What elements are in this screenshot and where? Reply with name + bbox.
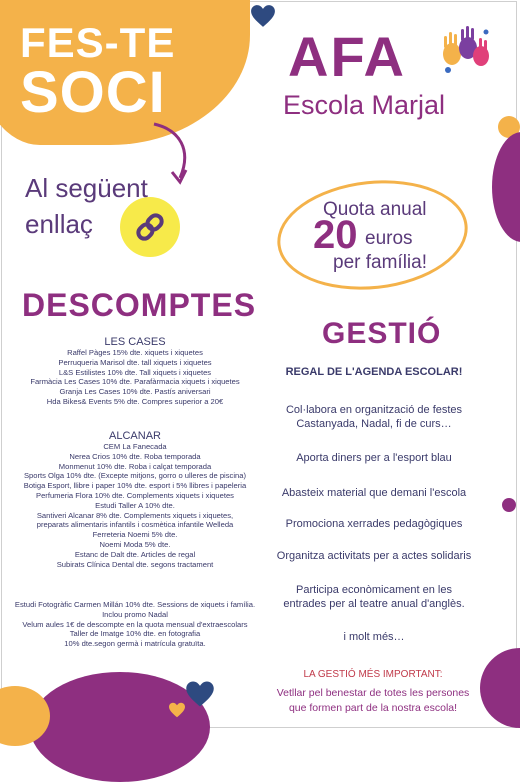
purple-blob-bottom-left bbox=[30, 672, 210, 782]
les-cases-heading: LES CASES bbox=[104, 336, 166, 348]
al-seguent-text: Al següent bbox=[25, 173, 148, 203]
gestio-footer-line: que formen part de la nostra escola! bbox=[288, 702, 458, 714]
gestio-item: REGAL DE L'AGENDA ESCOLAR! bbox=[285, 366, 463, 378]
discount-line: Santiveri Alcanar 8% dte. Complements xiquets i xiquetes, bbox=[36, 510, 234, 520]
hands-logo-icon bbox=[438, 24, 494, 76]
gestio-item: Participa econòmicament en les bbox=[296, 584, 452, 596]
discount-line: Farmàcia Les Cases 10% dte. Parafàrmacia xiquets i xiquetes bbox=[30, 377, 240, 387]
discount-line: Nerea Crios 10% dte. Roba temporada bbox=[69, 451, 201, 461]
discount-line: Botiga Esport, llibre i paper 10% dte. esport i 5% llibres i papeleria bbox=[23, 481, 247, 491]
enllac-text: enllaç bbox=[25, 209, 93, 239]
discount-line: Inclou promo Nadal bbox=[102, 609, 168, 619]
gestio-item: Organitza activitats per a actes solidaris bbox=[276, 550, 472, 562]
discount-line: preparats alimentaris infantils i cosmètica infantile Welleda bbox=[36, 520, 234, 530]
discount-line: Sports Olga 10% dte. (Excepte mitjons, gorro o ulleres de piscina) bbox=[23, 471, 246, 481]
fes-te-text: FES-TE bbox=[20, 19, 176, 66]
link-button[interactable] bbox=[120, 197, 180, 257]
descomptes-title: DESCOMPTES bbox=[22, 287, 257, 323]
gestio-item: entrades per al teatre anual d'anglès. bbox=[283, 598, 465, 610]
discount-line: Velum aules 1€ de descompte en la quota mensual d'extraescolars bbox=[22, 619, 248, 629]
join-title bbox=[20, 19, 176, 125]
gestio-item: Promociona xerrades pedagògiques bbox=[285, 518, 463, 530]
discount-line: 10% dte.segon germà i matrícula gratuïta. bbox=[64, 639, 206, 649]
purple-dot-right bbox=[502, 498, 516, 512]
link-icon bbox=[133, 210, 167, 244]
discount-line: Noemi Moda 5% dte. bbox=[99, 539, 171, 549]
alcanar-section bbox=[0, 430, 270, 569]
afa-title: AFA bbox=[288, 25, 406, 88]
alcanar-extra-section bbox=[0, 600, 270, 649]
quota-currency: euros bbox=[365, 228, 413, 249]
quota-label: Quota anual bbox=[323, 199, 427, 220]
discount-line: Hda Bikes& Events 5% dte. Compres superior a 20€ bbox=[46, 396, 224, 406]
discount-line: Ferreteria Noemi 5% dte. bbox=[92, 530, 178, 540]
discount-line: L&S Estilistes 10% dte. Tall xiquets i xiquetes bbox=[58, 367, 212, 377]
gestio-item: Abasteix material que demani l'escola bbox=[281, 487, 467, 499]
gestio-footer-text bbox=[262, 686, 484, 716]
discount-line: Granja Les Cases 10% dte. Pastís aniversari bbox=[59, 387, 211, 397]
discount-line: Perruqueria Marisol dte. tall xiquets i xiquetes bbox=[58, 357, 212, 367]
heart-icon bbox=[185, 680, 215, 708]
gestio-footer-line: Vetllar pel benestar de totes les persones bbox=[276, 687, 470, 699]
discount-line: Estanc de Dalt dte. Articles de regal bbox=[74, 549, 196, 559]
gestio-item: Castanyada, Nadal, fi de curs… bbox=[296, 418, 452, 430]
discount-line: Subirats Clínica Dental dte. segons tractament bbox=[56, 559, 214, 569]
discount-line: Raffel Pàges 15% dte. xiquets i xiquetes bbox=[67, 348, 203, 357]
gestio-item: Aporta diners per a l'esport blau bbox=[296, 452, 452, 464]
gestio-footer-title: LA GESTIÓ MÉS IMPORTANT: bbox=[303, 669, 443, 680]
discount-line: Estudi Taller A 10% dte. bbox=[95, 500, 175, 510]
heart-icon bbox=[250, 4, 276, 28]
discount-line: CEM La Fanecada bbox=[103, 442, 167, 451]
gestio-title: GESTIÓ bbox=[322, 317, 442, 350]
school-name: Escola Marjal bbox=[283, 90, 446, 120]
gestio-item: Col·labora en organització de festes bbox=[285, 404, 463, 416]
discount-line: Estudi Fotogràfic Carmen Millán 10% dte. Sessions de xiquets i família. bbox=[14, 600, 256, 609]
arrow-icon bbox=[150, 120, 200, 190]
quota-per-family: per família! bbox=[333, 252, 427, 273]
alcanar-heading: ALCANAR bbox=[109, 430, 161, 442]
discount-line: Monmenut 10% dte. Roba i calçat temporada bbox=[58, 461, 212, 471]
gestio-item: i molt més… bbox=[343, 631, 405, 643]
soci-text: SOCI bbox=[20, 60, 166, 125]
quota-amount: 20 bbox=[313, 213, 358, 257]
discount-line: Taller de Imatge 10% dte. en fotografia bbox=[69, 629, 201, 639]
heart-icon bbox=[168, 702, 186, 718]
discount-line: Perfumeria Flora 10% dte. Complements xiquets i xiquetes bbox=[36, 490, 234, 500]
les-cases-section bbox=[0, 336, 270, 407]
